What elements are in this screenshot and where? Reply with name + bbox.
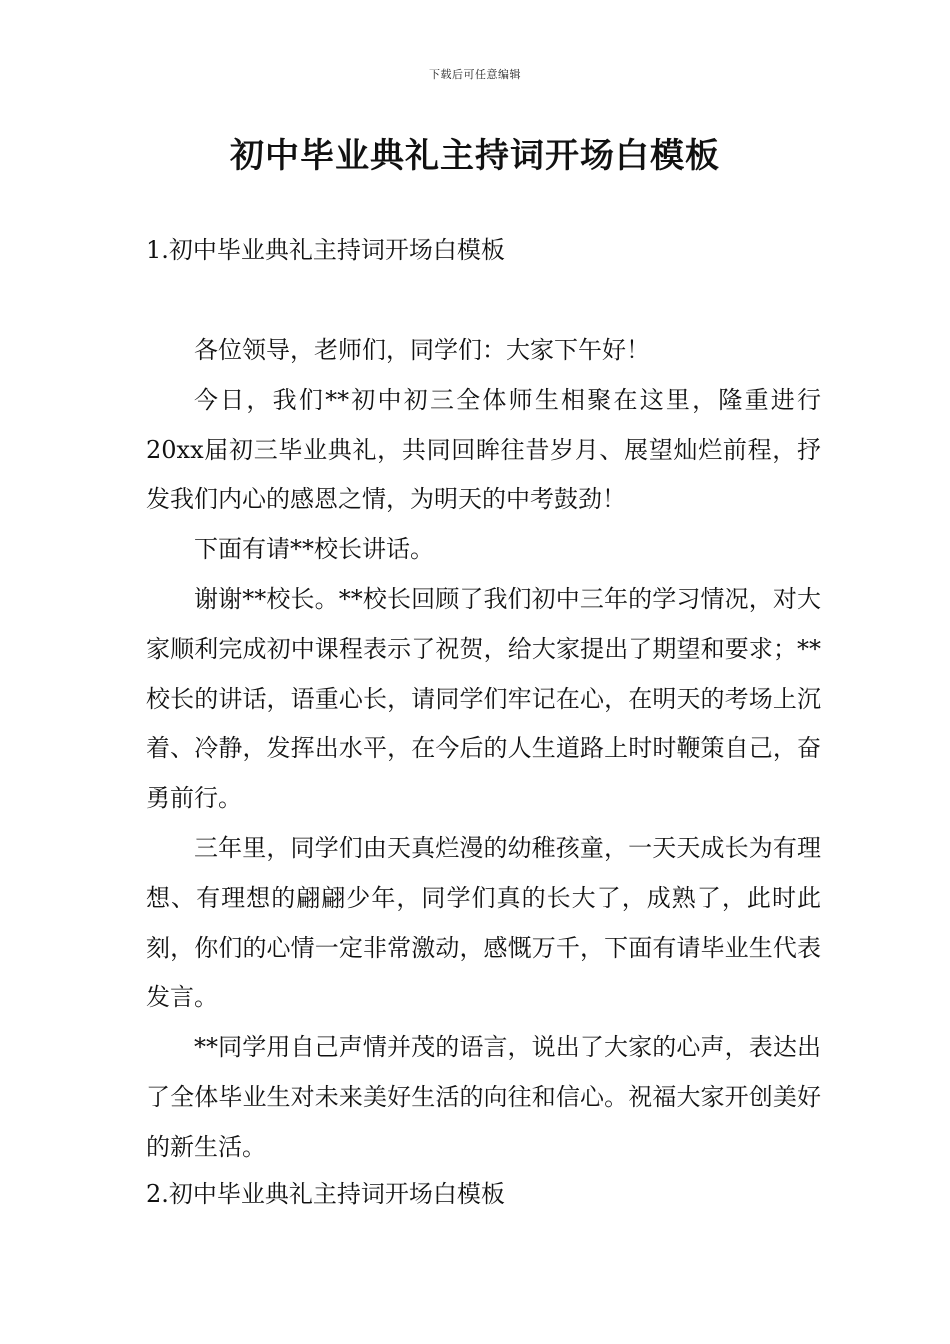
paragraph-principal-thanks: 谢谢**校长。**校长回顾了我们初中三年的学习情况，对大家顺利完成初中课程表示了祝贺，给大家提出了期望和要求；**校长的讲话，语重心长，请同学们牢记在心，在明天的考场上沉着、冷静，发挥出水平，在今后的人生道路上时时鞭策自己，奋勇前行。 bbox=[146, 584, 821, 813]
paragraph-greeting: 各位领导，老师们，同学们：大家下午好！ bbox=[194, 336, 650, 364]
paragraph-opening: 今日，我们**初中初三全体师生相聚在这里，隆重进行20xx届初三毕业典礼，共同回眸往昔岁月、展望灿烂前程，抒发我们内心的感恩之情，为明天的中考鼓劲！ bbox=[146, 385, 821, 514]
section-heading-1: 1.初中毕业典礼主持词开场白模板 bbox=[146, 236, 505, 264]
document-title: 初中毕业典礼主持词开场白模板 bbox=[230, 136, 720, 176]
paragraph-principal-invite: 下面有请**校长讲话。 bbox=[194, 535, 434, 564]
paragraph-student-thanks: **同学用自己声情并茂的语言，说出了大家的心声，表达出了全体毕业生对未来美好生活的向往和信心。祝福大家开创美好的新生活。 bbox=[146, 1033, 821, 1161]
paragraph-student-invite: 三年里，同学们由天真烂漫的幼稚孩童，一天天成长为有理想、有理想的翩翩少年，同学们真的长大了，成熟了，此时此刻，你们的心情一定非常激动，感慨万千，下面有请毕业生代表发言。 bbox=[146, 833, 821, 1012]
section-heading-2: 2.初中毕业典礼主持词开场白模板 bbox=[146, 1180, 505, 1208]
section-1-body bbox=[146, 326, 821, 1173]
header-note: 下载后可任意编辑 bbox=[429, 68, 521, 81]
